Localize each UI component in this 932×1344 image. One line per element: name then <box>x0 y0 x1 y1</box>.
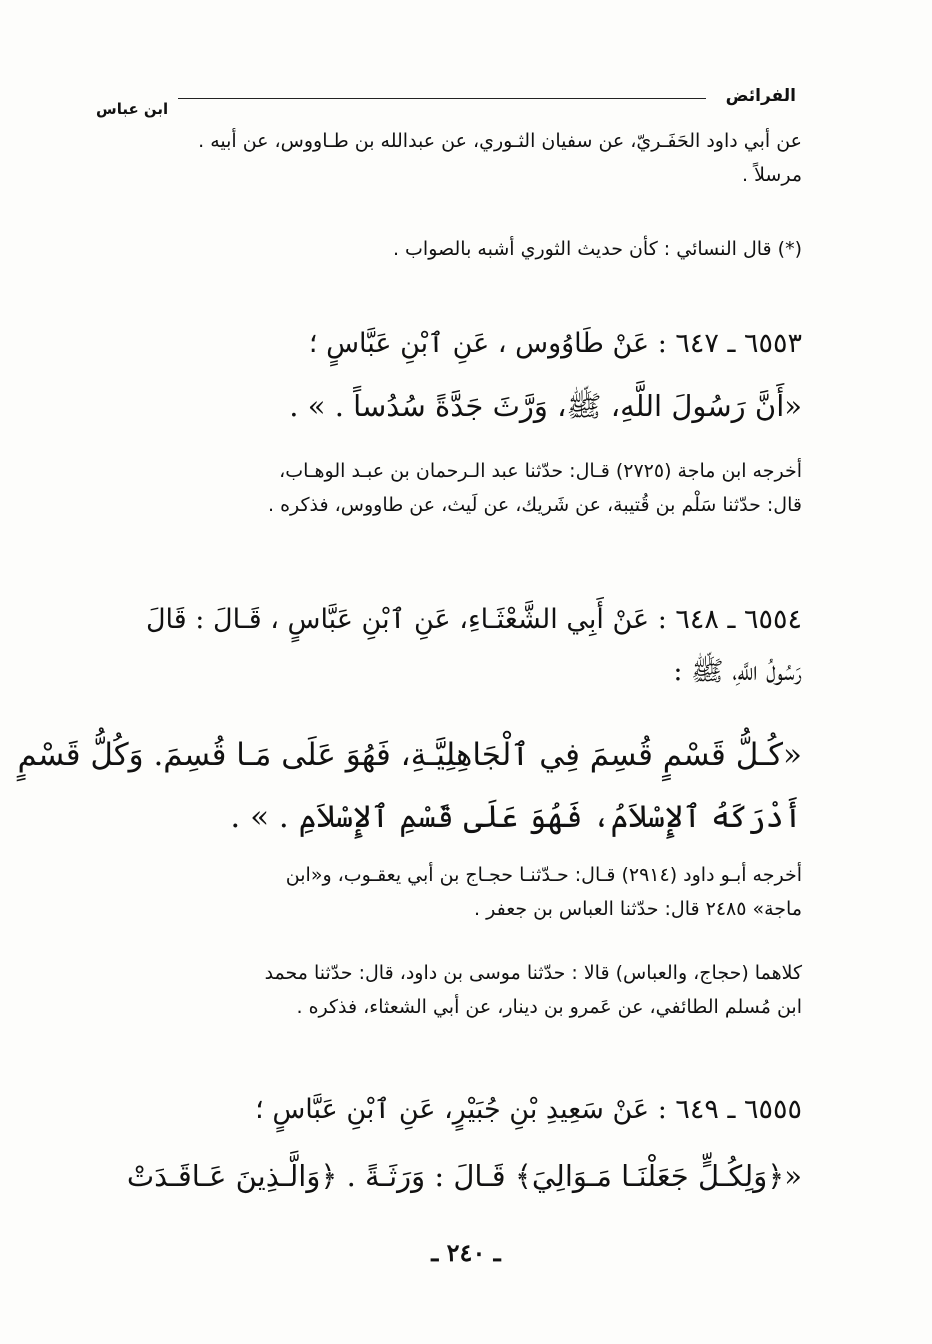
hadith-6554-takhrij-2 <box>108 956 802 1024</box>
hadith-body-text: «أَنَّ رَسُولَ اللَّهِ، ﷺ، وَرَّثَ جَدَّةً سُدُساً . » . <box>289 389 802 423</box>
hadith-6553-heading <box>108 318 802 370</box>
hadith-body-text: أَدْرَكَهُ ٱلإِسْلاَمُ، فَهُوَ عَلَى قَسْمِ ٱلإِسْلاَمِ . » . <box>230 799 802 835</box>
hadith-body-text: «﴿وَلِكُـلٍّ جَعَلْنَـا مَـوَالِيَ﴾ قَـالَ : وَرَثَـةً . ﴿وَالَّـذِينَ عَـاقَـدَتْ <box>126 1159 802 1193</box>
takhrij-line: ابن مُسلم الطائفي، عن عَمرو بن دينار، عن أبي الشعثاء، فذكره . <box>296 996 802 1018</box>
page-number: ـ ٢٤٠ ـ <box>431 1238 501 1267</box>
hadith-6553-text <box>108 378 802 434</box>
takhrij-line: ماجة» ٢٤٨٥ قال: حدّثنا العباس بن جعفر . <box>474 898 802 920</box>
header-rule <box>178 98 706 99</box>
narrator-title: ابن عباس <box>96 100 169 118</box>
intro-line: مرسلاً . <box>742 164 802 186</box>
hadith-heading-text: ٦٥٥٤ ـ ٦٤٨ : عَنْ أَبِي الشَّعْثَـاءِ، عَنِ ٱبْنِ عَبَّاسٍ ، قَـالَ : قَالَ <box>145 604 802 635</box>
hadith-heading-text: رَسُولُ اللَّهِ، ﷺ : <box>673 656 802 687</box>
hadith-heading-text: ٦٥٥٥ ـ ٦٤٩ : عَنْ سَعِيدِ بْنِ جُبَيْرٍ، عَنِ ٱبْنِ عَبَّاسٍ ؛ <box>255 1094 802 1125</box>
takhrij-line: كلاهما (حجاج، والعباس) قالا : حدّثنا موسى بن داود، قال: حدّثنا محمد <box>264 962 802 984</box>
hadith-heading-text: ٦٥٥٣ ـ ٦٤٧ : عَنْ طَاوُوس ، عَنِ ٱبْنِ عَبَّاسٍ ؛ <box>308 328 802 359</box>
takhrij-line: أخرجه أبـو داود (٢٩١٤) قـال: حـدّثنـا حجـاج بن أبي يعقـوب، و«ابن <box>285 864 802 886</box>
hadith-6555-text <box>108 1148 802 1204</box>
takhrij-line: أخرجه ابن ماجة (٢٧٢٥) قـال: حدّثنا عبد الـرحمان بن عبـد الوهـاب، <box>279 460 802 482</box>
running-header <box>96 86 796 116</box>
section-title: الفرائض <box>725 86 796 106</box>
hadith-6555-heading <box>108 1084 802 1136</box>
nasai-note <box>108 232 802 266</box>
hadith-6554-heading <box>108 594 802 698</box>
hadith-6553-takhrij <box>108 454 802 522</box>
nasai-note-text: (*) قال النسائي : كأن حديث الثوري أشبه بالصواب . <box>392 238 802 260</box>
intro-paragraph <box>108 124 802 192</box>
hadith-body-text: «كُـلُّ قَسْمٍ قُسِمَ فِي ٱلْجَاهِلِيَّـةِ، فَهُوَ عَلَى مَـا قُسِمَ. وَكُلُّ قَسْمٍ <box>17 737 802 773</box>
takhrij-line: قال: حدّثنا سَلْم بن قُتيبة، عن شَريك، عن لَيث، عن طاووس، فذكره . <box>267 494 802 516</box>
hadith-6554-text <box>17 724 802 848</box>
intro-line: عن أبي داود الحَفَـريّ، عن سفيان الثـوري، عن عبدالله بن طـاووس، عن أبيه . <box>198 130 802 152</box>
hadith-6554-takhrij-1 <box>108 858 802 926</box>
